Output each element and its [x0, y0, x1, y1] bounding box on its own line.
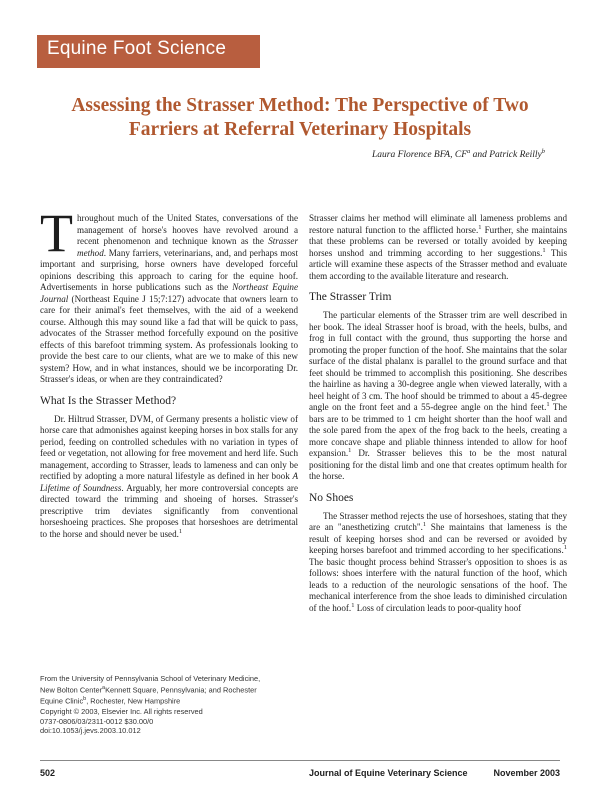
strasser-text-b: . Arguably, her more controversial concepts are directed toward the trimming and shoeing of horses. Strasser's prescriptive trim deviates significantly from conventional horseshoeing practices. She proposes that horseshoes are detrimental to the horse and should never be used. [40, 482, 298, 539]
strasser-method-paragraph [40, 414, 298, 541]
citation-ref: 1 [563, 543, 567, 551]
author-2: Patrick Reilly [489, 150, 542, 161]
right-column [309, 213, 567, 614]
citation-ref: 1 [348, 446, 352, 454]
issue-date: November 2003 [493, 768, 560, 778]
no-shoes-paragraph [309, 511, 567, 615]
copyright-line: Copyright © 2003, Elsevier Inc. All rights reserved [40, 706, 203, 716]
no-shoes-text-d: Loss of circulation leads to poor-quality hoof [354, 602, 522, 613]
issn-line: 0737-0806/03/2311-0012 $30.00/0 [40, 716, 154, 726]
citation-ref: 1 [546, 400, 550, 408]
footnote-line [40, 684, 310, 695]
intro-journal-name: Northeast Equine Journal [40, 282, 299, 304]
author-2-affiliation: b [541, 148, 545, 155]
claims-paragraph [309, 213, 567, 282]
left-column [40, 203, 299, 540]
author-1-affiliation: a [467, 148, 471, 155]
author-conjunction: and [470, 150, 490, 161]
footnote-text: New Bolton Center [40, 685, 103, 695]
affiliation-footnote [40, 674, 310, 736]
claims-text-b: Further, she maintains that these problems can be reversed or totally avoided by keeping horses unshod and trimming according to her suggestions. [309, 224, 567, 258]
journal-name: Journal of Equine Veterinary Science [309, 768, 468, 778]
author-1: Laura Florence BFA, CF [372, 150, 467, 161]
footnote-sup: b [83, 696, 87, 703]
heading-no-shoes: No Shoes [309, 491, 354, 504]
footnote-text: , Rochester, New Hampshire [86, 696, 181, 706]
page-number: 502 [40, 768, 56, 778]
intro-text: hroughout much of the United States, conversations of the management of horse's hooves have revolved around a recent phenomenon and technique known as the [77, 213, 298, 246]
no-shoes-text-b: She maintains that lameness is the result of keeping horses shod and can be reversed or avoided by keeping horses barefoot and trimmed according to her specifications. [309, 522, 567, 555]
heading-what-is-strasser: What Is the Strasser Method? [40, 394, 177, 407]
intro-emphasis: Strasser method [77, 236, 298, 258]
footnote-text: Equine Clinic [40, 696, 84, 706]
intro-paragraph [40, 203, 299, 386]
footnote-sup: a [102, 684, 106, 691]
intro-text-2: . Many farriers, veterinarians, and, and perhaps most important and surprising, horse owners have developed forceful opinions describing this approach to caring for the equine hoof. Advertisements in horse publications such as the [40, 247, 298, 292]
citation-ref: 1 [478, 223, 482, 231]
citation-ref: 1 [542, 246, 546, 254]
strasser-text-a: Dr. Hiltrud Strasser, DVM, of Germany presents a holistic view of horse care that admonishes against keeping horses in box stalls for any period, feeding on controlled schedules with no variation in types of feed or vegetation, not allowing for free movement and herd life. Such management, according to Strasser, leads to lameness and can only be rectified by adopting a more natural lifestyle as defined in her book [40, 413, 298, 481]
citation-ref: 1 [178, 527, 183, 535]
drop-cap: T [40, 203, 73, 263]
citation-ref: 1 [422, 520, 427, 528]
claims-text-c: This article will examine these aspects of the Strasser method and evaluate them according to the available literature and research. [309, 247, 568, 281]
section-banner-label: Equine Foot Science [47, 38, 227, 59]
intro-text-3: (Northeast Equine J 15;7:127) advocate that owners learn to care for their animal's feet themselves, with the aid of a weekend course. Although this may sound like a fad that will be quick to pass, advocates of the Strasser method forcefully expound on the positive effects of this barefoot trimming system. As professionals looking to provide the best care to our clients, what are we to make of this new system? How, and in what instances, should we be incorporating Dr. Strasser's ideas, or when are they contraindicated? [40, 293, 298, 384]
section-banner [37, 35, 260, 68]
author-line [372, 148, 545, 160]
claims-text-a: Strasser claims her method will eliminate all lameness problems and restore natural function to the afflicted horse. [309, 213, 567, 235]
no-shoes-text-a: The Strasser method rejects the use of horseshoes, stating that they are an "anesthetizing crutch". [309, 510, 567, 532]
doi-line: doi:10.1053/j.jevs.2003.10.012 [40, 726, 141, 736]
footer-rule [40, 760, 560, 761]
footnote-text: Kennett Square, Pennsylvania; and Rochester [105, 685, 257, 695]
footnote-line [40, 695, 310, 706]
no-shoes-text-c: The basic thought process behind Strasser's opposition to shoes is as follows: shoes interfere with the natural function of the hoof, which leads to a reduction of the neurologic sensations of the hoof. The mechanical interference from the shoe leads to diminished circulation of the hoof. [309, 556, 567, 613]
footnote-line: From the University of Pennsylvania School of Veterinary Medicine, [40, 674, 261, 683]
trim-text-b: The bars are to be trimmed to 1 cm height shorter than the hoof wall and the sole pared from the apex of the frog back to the heels, creating a more concave shape and pliable thinness intended to allow for hoof expansion. [309, 402, 568, 458]
article-title: Assessing the Strasser Method: The Perspective of Two Farriers at Referral Veterinary Hospitals [71, 95, 529, 140]
trim-paragraph [309, 310, 567, 483]
heading-strasser-trim: The Strasser Trim [309, 291, 392, 303]
trim-text-c: Dr. Strasser believes this to be the most natural positioning for the distal limb and one that creates optimum health for the horse. [309, 448, 567, 481]
trim-text-a: The particular elements of the Strasser trim are well described in her book. The ideal Strasser hoof is broad, with the heels, bulbs, and frog in full contact with the ground, thus supporting the horse and promoting the proper function of the hoof. She maintains that the solar surface of the distal phalanx is parallel to the ground surface and that feet should be trimmed to accomplish this positioning. She describes the hairline as having a 30-degree angle when viewed laterally, with a heel height of 3 cm. The hoof should be trimmed to about a 45-degree angle on the front feet and a 55-degree angle on the hind feet. [309, 310, 567, 412]
book-title: A Lifetime of Soundness [40, 471, 298, 493]
citation-ref: 1 [351, 601, 355, 609]
